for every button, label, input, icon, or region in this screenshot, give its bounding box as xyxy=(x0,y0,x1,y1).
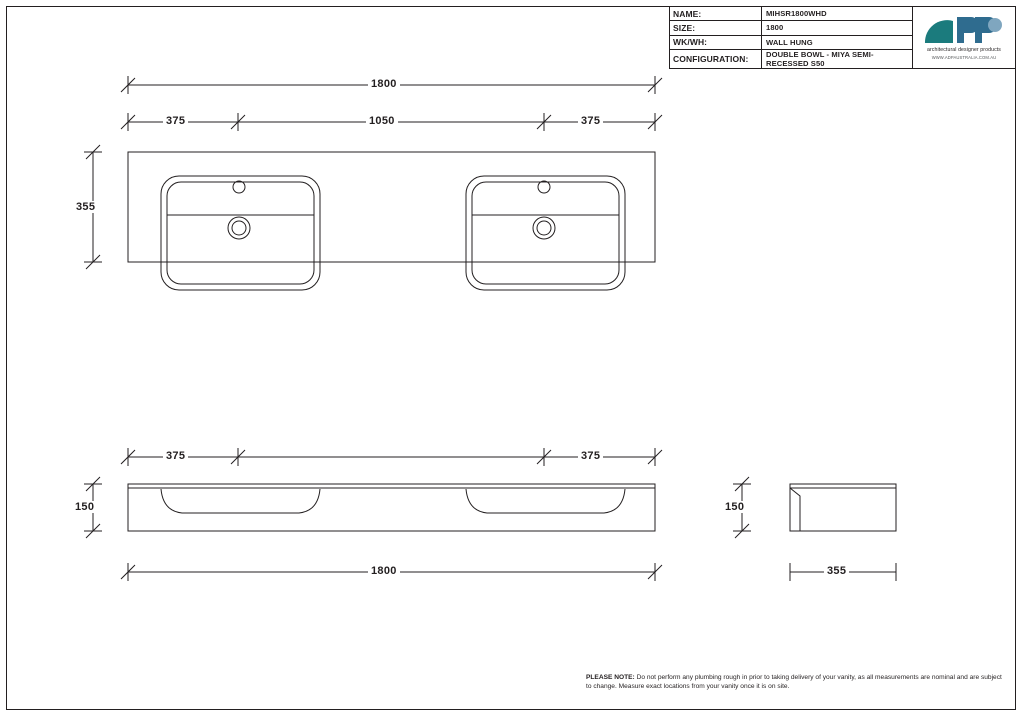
title-block-value-name: MIHSR1800WHD xyxy=(766,9,827,19)
title-block-value-size: 1800 xyxy=(766,23,784,33)
plan-bench-outline xyxy=(128,152,655,262)
title-block-key-name: NAME: xyxy=(670,7,762,20)
dim-label-side-depth: 355 xyxy=(824,565,849,577)
footer-note-text: Do not perform any plumbing rough in prior to taking delivery of your vanity, as all measurements are nominal and are subject to change. Measure exact locations from your vanity once it is on site. xyxy=(586,674,1002,690)
dim-label-plan-centre-span: 1050 xyxy=(366,115,398,127)
title-block-key-size: SIZE: xyxy=(670,21,762,34)
front-view-body xyxy=(128,484,655,531)
dim-label-front-left-offset: 375 xyxy=(163,450,188,462)
logo-url: WWW.ADPAUSTRALIA.COM.AU xyxy=(931,55,997,60)
dim-label-side-height: 150 xyxy=(722,501,747,513)
logo-tagline: architectural designer products xyxy=(926,47,1002,53)
title-block-key-configuration: CONFIGURATION: xyxy=(670,50,762,68)
title-block-key-wkwh: WK/WH: xyxy=(670,36,762,49)
title-block-value-configuration: DOUBLE BOWL - MIYA SEMI-RECESSED S50 xyxy=(766,49,874,68)
title-block-value-wkwh: WALL HUNG xyxy=(766,37,813,47)
dim-label-plan-left-offset: 375 xyxy=(163,115,188,127)
side-view-body xyxy=(790,484,896,531)
dim-label-front-right-offset: 375 xyxy=(578,450,603,462)
dim-label-front-overall: 1800 xyxy=(368,565,400,577)
plan-bowl-right xyxy=(466,176,625,290)
dim-label-plan-overall: 1800 xyxy=(368,78,400,90)
dim-label-plan-right-offset: 375 xyxy=(578,115,603,127)
dim-label-front-height: 150 xyxy=(72,501,97,513)
plan-bowl-left xyxy=(161,176,320,290)
dim-label-plan-depth: 355 xyxy=(73,201,98,213)
footer-note xyxy=(586,673,1006,691)
footer-note-label: PLEASE NOTE: xyxy=(586,674,635,681)
